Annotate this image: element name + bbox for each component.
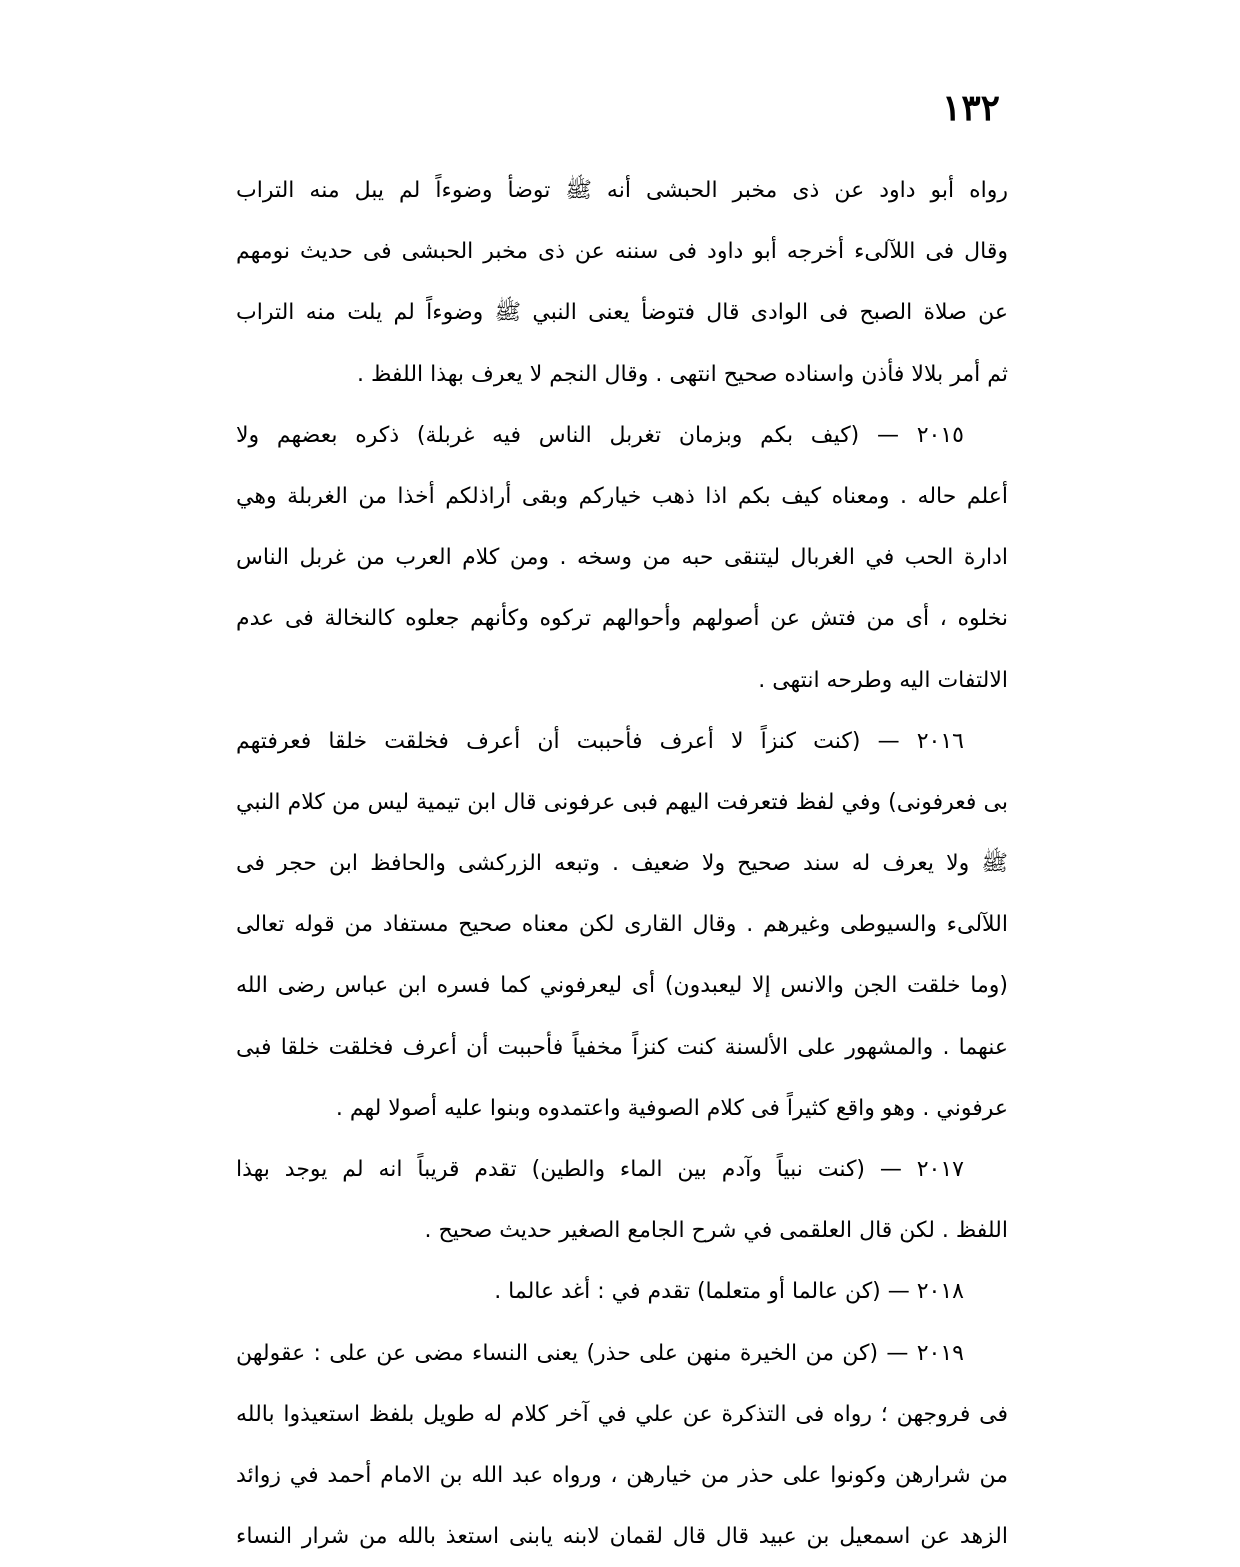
text-line: ٢٠١٩ — (كن من الخيرة منهن على حذر) يعنى النساء مضى عن على : عقولهن [236,1340,964,1366]
text-line: عنهما . والمشهور على الألسنة كنت كنزاً مخفياً فأحببت أن أعرف فخلقت خلقا فبى [236,1034,1008,1060]
text-line: (وما خلقت الجن والانس إلا ليعبدون) أى ليعرفوني كما فسره ابن عباس رضى الله [236,973,1008,999]
text-line: من شرارهن وكونوا على حذر من خيارهن ، ورواه عبد الله بن الامام أحمد في زوائد [236,1462,1008,1488]
text-line: وقال فى اللآلىء أخرجه أبو داود فى سننه عن ذى مخبر الحبشى فى حديث نومهم [236,239,1008,265]
text-line: ٢٠١٦ — (كنت كنزاً لا أعرف فأحببت أن أعرف فخلقت خلقا فعرفتهم [236,728,964,754]
text-body [236,160,1008,1567]
text-line: أعلم حاله . ومعناه كيف بكم اذا ذهب خياركم وبقى أراذلكم أخذا من الغربلة وهي [236,483,1008,509]
text-line: الزهد عن اسمعيل بن عبيد قال قال لقمان لابنه يابنى استعذ بالله من شرار النساء [236,1524,1008,1550]
text-line: ٢٠١٨ — (كن عالما أو متعلما) تقدم في : أغد عالما . [494,1279,964,1305]
text-line: عن صلاة الصبح فى الوادى قال فتوضأ يعنى النبي ﷺ وضوءاً لم يلت منه التراب [236,300,1008,326]
text-line: ثم أمر بلالا فأذن واسناده صحيح انتهى . وقال النجم لا يعرف بهذا اللفظ . [357,361,1008,387]
text-line: فى فروجهن ؛ رواه فى التذكرة عن علي في آخر كلام له طويل بلفظ استعيذوا بالله [236,1401,1008,1427]
text-line: ٢٠١٥ — (كيف بكم وبزمان تغربل الناس فيه غربلة) ذكره بعضهم ولا [236,422,964,448]
text-line: اللآلىء والسيوطى وغيرهم . وقال القارى لكن معناه صحيح مستفاد من قوله تعالى [236,912,1008,938]
text-line: بى فعرفونى) وفي لفظ فتعرفت اليهم فبى عرفونى قال ابن تيمية ليس من كلام النبي [236,789,1008,815]
page-number: ١٣٢ [941,87,1000,129]
text-line: اللفظ . لكن قال العلقمى في شرح الجامع الصغير حديث صحيح . [424,1218,1008,1244]
text-line: ﷺ ولا يعرف له سند صحيح ولا ضعيف . وتبعه الزركشى والحافظ ابن حجر فى [236,851,1008,877]
text-line: الالتفات اليه وطرحه انتهى . [758,667,1008,693]
text-line: ٢٠١٧ — (كنت نبياً وآدم بين الماء والطين) تقدم قريباً انه لم يوجد بهذا [236,1157,964,1182]
text-line: نخلوه ، أى من فتش عن أصولهم وأحوالهم تركوه وكأنهم جعلوه كالنخالة فى عدم [236,606,1008,632]
text-line: رواه أبو داود عن ذى مخبر الحبشى أنه ﷺ توضأ وضوءاً لم يبل منه التراب [236,178,1008,203]
text-line: ادارة الحب في الغربال ليتنقى حبه من وسخه . ومن كلام العرب من غربل الناس [236,545,1008,571]
text-line: عرفوني . وهو واقع كثيراً فى كلام الصوفية واعتمدوه وبنوا عليه أصولا لهم . [335,1095,1008,1121]
